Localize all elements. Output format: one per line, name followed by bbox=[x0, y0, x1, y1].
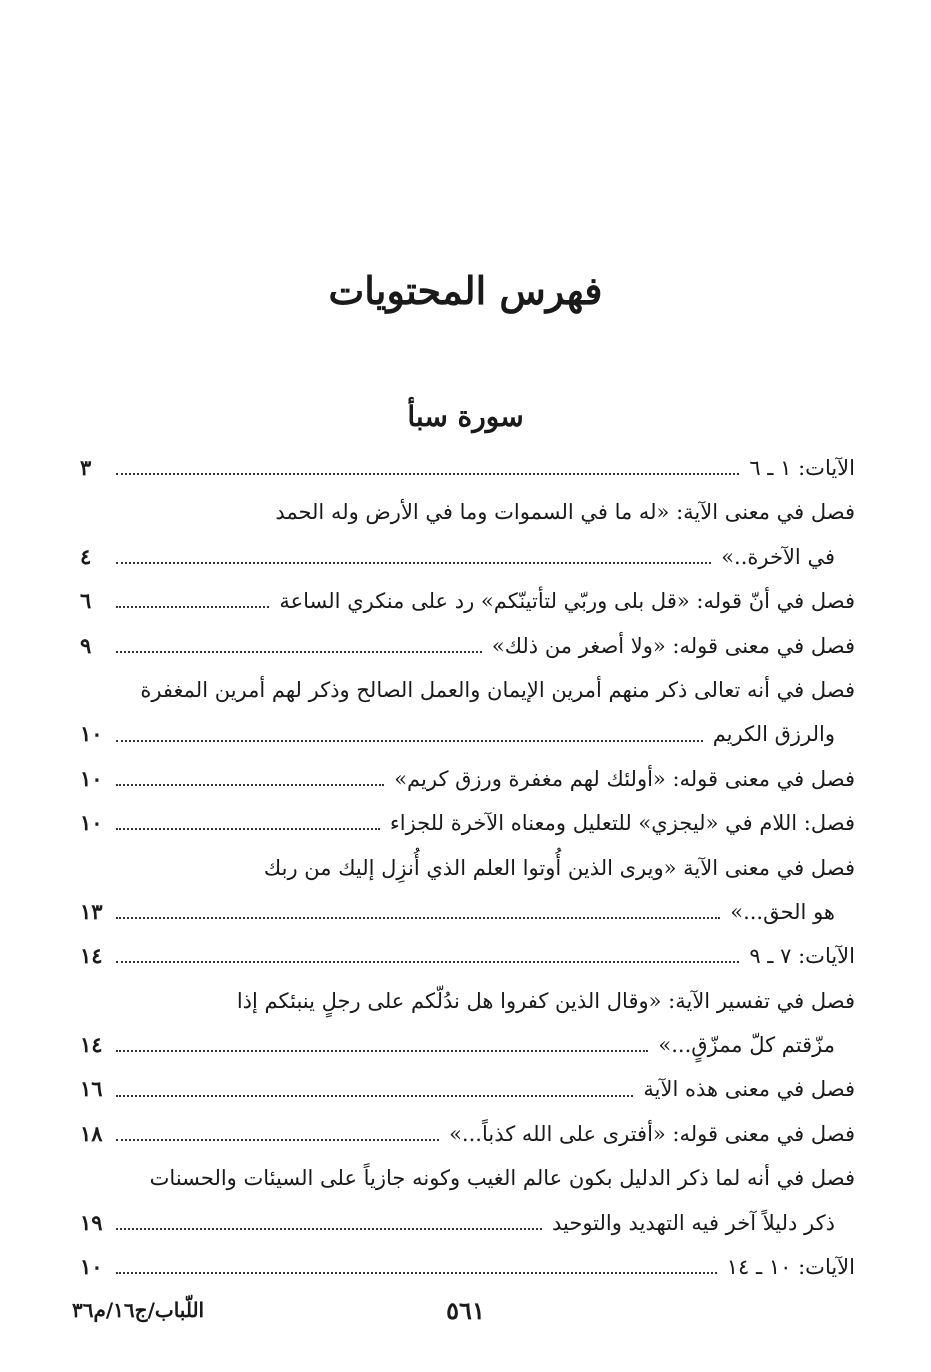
toc-entry-text: ذكر دليلاً آخر فيه التهديد والتوحيد bbox=[551, 1210, 835, 1235]
surah-heading: سورة سبأ bbox=[407, 400, 524, 433]
toc-entry-text: فصل في أنه تعالى ذكر منهم أمرين الإيمان والعمل الصالح وذكر لهم أمرين المغفرة bbox=[140, 677, 855, 702]
toc-entry-text: والرزق الكريم bbox=[712, 722, 835, 747]
toc-page-number: ١٩ bbox=[80, 1209, 103, 1235]
toc-entry-text: فصل في معنى قوله: «أفترى على الله كذباً...» bbox=[449, 1121, 855, 1146]
toc-entry-text: الآيات: ١٠ ـ ١٤ bbox=[726, 1255, 855, 1280]
toc-page-number: ١٠ bbox=[80, 721, 103, 747]
dot-leader bbox=[116, 917, 720, 919]
toc-entry bbox=[80, 1023, 855, 1067]
toc-page-number: ٤ bbox=[80, 543, 92, 569]
toc-page-number: ١٤ bbox=[80, 1032, 103, 1058]
toc-entry bbox=[80, 535, 855, 579]
toc-page-number: ٣ bbox=[80, 455, 92, 480]
toc-entry bbox=[80, 846, 855, 890]
toc-entry bbox=[80, 624, 855, 668]
toc-entry bbox=[80, 979, 855, 1023]
toc-entry-text: في الآخرة..» bbox=[721, 544, 835, 569]
dot-leader bbox=[116, 473, 739, 475]
table-of-contents bbox=[80, 446, 855, 1289]
toc-entry bbox=[80, 934, 855, 978]
toc-entry-text: فصل في معنى قوله: «أولئك لهم مغفرة ورزق كريم» bbox=[394, 766, 855, 791]
toc-page-number: ١٠ bbox=[80, 1254, 103, 1280]
toc-entry-text: فصل في معنى الآية: «له ما في السموات وما في الأرض وله الحمد bbox=[275, 500, 855, 525]
toc-entry-text: فصل في معنى الآية «ويرى الذين أُوتوا العلم الذي أُنزِل إليك من ربك bbox=[263, 855, 855, 880]
toc-page-number: ١٨ bbox=[80, 1120, 103, 1146]
page-title: فهرس المحتويات bbox=[328, 268, 603, 313]
dot-leader bbox=[116, 1095, 633, 1097]
toc-entry-text: فصل في أنّ قوله: «قل بلى وربّي لتأتينّكم» رد على منكري الساعة bbox=[279, 589, 855, 614]
toc-page-number: ١٠ bbox=[80, 810, 103, 836]
toc-entry bbox=[80, 712, 855, 756]
toc-page-number: ١٣ bbox=[80, 898, 103, 924]
toc-entry-text: الآيات: ١ ـ ٦ bbox=[749, 456, 855, 480]
toc-entry bbox=[80, 1112, 855, 1156]
toc-entry-text: فصل في أنه لما ذكر الدليل بكون عالم الغيب وكونه جازياً على السيئات والحسنات bbox=[149, 1166, 855, 1191]
dot-leader bbox=[116, 1050, 648, 1052]
dot-leader bbox=[116, 961, 739, 963]
toc-entry bbox=[80, 757, 855, 801]
toc-entry-text: فصل في تفسير الآية: «وقال الذين كفروا هل ندُلّكم على رجلٍ ينبئكم إذا bbox=[236, 988, 855, 1013]
dot-leader bbox=[116, 740, 703, 742]
dot-leader bbox=[116, 1228, 542, 1230]
toc-page-number: ١٠ bbox=[80, 765, 103, 791]
dot-leader bbox=[116, 784, 384, 786]
toc-page-number: ١٦ bbox=[80, 1076, 103, 1102]
toc-entry bbox=[80, 1156, 855, 1200]
toc-entry bbox=[80, 446, 855, 490]
dot-leader bbox=[116, 828, 380, 830]
page-number: ٥٦١ bbox=[446, 1296, 485, 1325]
toc-entry bbox=[80, 1067, 855, 1111]
dot-leader bbox=[116, 1139, 439, 1141]
toc-page-number: ٦ bbox=[80, 588, 92, 614]
dot-leader bbox=[116, 562, 711, 564]
toc-entry bbox=[80, 801, 855, 845]
toc-entry-text: الآيات: ٧ ـ ٩ bbox=[749, 944, 855, 969]
toc-entry bbox=[80, 668, 855, 712]
toc-page-number: ١٤ bbox=[80, 943, 103, 969]
toc-page-number: ٩ bbox=[80, 632, 92, 658]
dot-leader bbox=[116, 1272, 717, 1274]
toc-entry bbox=[80, 490, 855, 534]
toc-entry-text: هو الحق...» bbox=[730, 899, 835, 924]
toc-entry-text: فصل: اللام في «ليجزي» للتعليل ومعناه الآخرة للجزاء bbox=[389, 811, 855, 836]
toc-entry bbox=[80, 1201, 855, 1245]
dot-leader bbox=[116, 651, 482, 653]
toc-entry-text: فصل في معنى هذه الآية bbox=[643, 1077, 855, 1102]
dot-leader bbox=[116, 606, 269, 608]
toc-entry bbox=[80, 579, 855, 623]
toc-entry-text: مزّقتم كلّ ممزّقٍ...» bbox=[658, 1033, 835, 1058]
toc-entry-text: فصل في معنى قوله: «ولا أصغر من ذلك» bbox=[491, 633, 855, 658]
toc-entry bbox=[80, 890, 855, 934]
printer-signature: اللّباب/ج١٦/م٣٦ bbox=[72, 1298, 205, 1322]
toc-entry bbox=[80, 1245, 855, 1289]
